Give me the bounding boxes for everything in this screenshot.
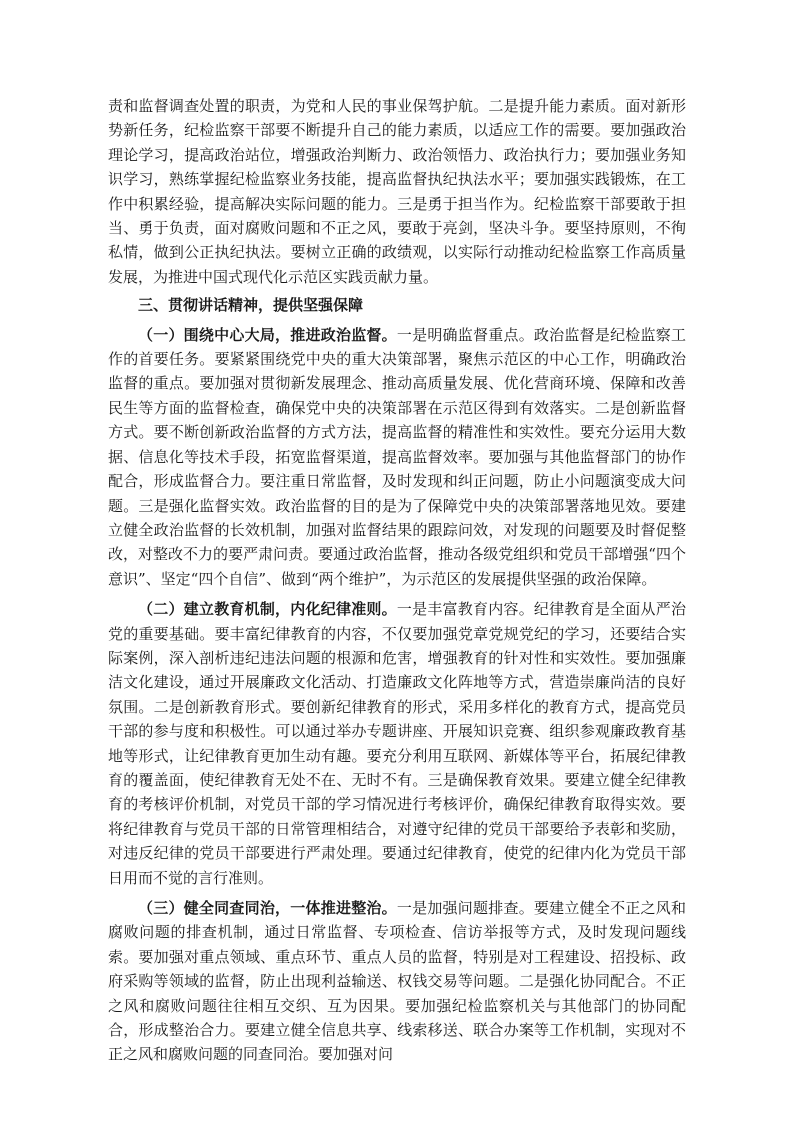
subsection-body-1: 一是明确监督重点。政治监督是纪检监察工作的首要任务。要紧紧围绕党中央的重大决策部署，聚焦示范区的中心工作，明确政治监督的重点。要加强对贯彻新发展理念、推动高质量发展、优化营商环境、保障和改善民生等方面的监督检查，确保党中央的决策部署在示范区得到有效落实。二是创新监督方式。要不断创新政治监督的方式方法，提高监督的精准性和实效性。要充分运用大数据、信息化等技术手段，拓宽监督渠道，提高监督效率。要加强与其他监督部门的协作配合，形成监督合力。要注重日常监督，及时发现和纠正问题，防止小问题演变成大问题。三是强化监督实效。政治监督的目的是为了保障党中央的决策部署落地见效。要建立健全政治监督的长效机制，加强对监督结果的跟踪问效，对发现的问题要及时督促整改，对整改不力的要严肃问责。要通过政治监督，推动各级党组织和党员干部增强“四个意识”、坚定“四个自信”、做到“两个维护”，为示范区的发展提供坚强的政治保障。: [108, 325, 686, 588]
subsection-paragraph-2: [108, 597, 686, 890]
document-body: [108, 94, 686, 1067]
subsection-paragraph-1: [108, 323, 686, 591]
subsection-title-3: （三）健全同查同治，一体推进整治。: [138, 899, 397, 917]
subsection-title-1: （一）围绕中心大局，推进政治监督。: [138, 325, 397, 344]
continued-paragraph: 责和监督调查处置的职责，为党和人民的事业保驾护航。二是提升能力素质。面对新形势新任务，纪检监察干部要不断提升自己的能力素质，以适应工作的需要。要加强政治理论学习，提高政治站位，增强政治判断力、政治领悟力、政治执行力；要加强业务知识学习，熟练掌握纪检监察业务技能，提高监督执纪执法水平；要加强实践锻炼，在工作中积累经验，提高解决实际问题的能力。三是勇于担当作为。纪检监察干部要敢于担当、勇于负责，面对腐败问题和不正之风，要敢于亮剑，坚决斗争。要坚持原则，不徇私情，做到公正执纪执法。要树立正确的政绩观，以实际行动推动纪检监察工作高质量发展，为推进中国式现代化示范区实践贡献力量。: [108, 97, 686, 286]
subsection-body-3: 一是加强问题排查。要建立健全不正之风和腐败问题的排查机制，通过日常监督、专项检查、信访举报等方式，及时发现问题线索。要加强对重点领域、重点环节、重点人员的监督，特别是对工程建设、招投标、政府采购等领域的监督，防止出现利益输送、权钱交易等问题。二是强化协同配合。不正之风和腐败问题往往相互交织、互为因果。要加强纪检监察机关与其他部门的协同配合，形成整治合力。要建立健全信息共享、线索移送、联合办案等工作机制，实现对不正之风和腐败问题的同查同治。要加强对问: [108, 899, 686, 1064]
section-heading: 三、贯彻讲话精神，提供坚强保障: [138, 296, 364, 315]
subsection-body-2: 一是丰富教育内容。纪律教育是全面从严治党的重要基础。要丰富纪律教育的内容，不仅要加强党章党规党纪的学习，还要结合实际案例，深入剖析违纪违法问题的根源和危害，增强教育的针对性和实效性。要加强廉洁文化建设，通过开展廉政文化活动、打造廉政文化阵地等方式，营造崇廉尚洁的良好氛围。二是创新教育形式。要创新纪律教育的形式，采用多样化的教育方式，提高党员干部的参与度和积极性。可以通过举办专题讲座、开展知识竞赛、组织参观廉政教育基地等形式，让纪律教育更加生动有趣。要充分利用互联网、新媒体等平台，拓展纪律教育的覆盖面，使纪律教育无处不在、无时不有。三是确保教育效果。要建立健全纪律教育的考核评价机制，对党员干部的学习情况进行考核评价，确保纪律教育取得实效。要将纪律教育与党员干部的日常管理相结合，对遵守纪律的党员干部要给予表彰和奖励，对违反纪律的党员干部要进行严肃处理。要通过纪律教育，使党的纪律内化为党员干部日用而不觉的言行准则。: [108, 600, 686, 887]
subsection-paragraph-3: [108, 896, 686, 1067]
subsection-title-2: （二）建立教育机制，内化纪律准则。: [138, 600, 397, 619]
